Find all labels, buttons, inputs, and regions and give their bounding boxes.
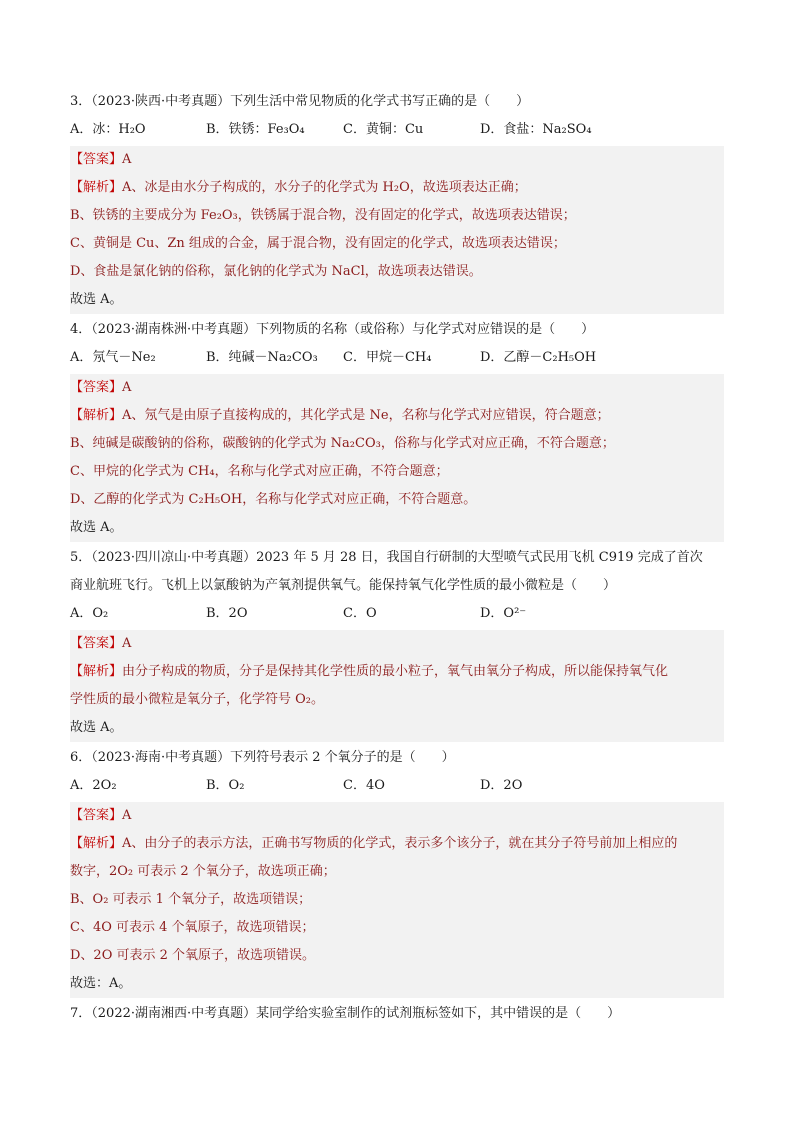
question-5-stem-line-2: 商业航班飞行。飞机上以氯酸钠为产氧剂提供氧气。能保持氧气化学性质的最小微粒是（ ） — [70, 578, 617, 593]
q4-option-c: C．甲烷－CH₄ — [343, 350, 432, 365]
answer-tag: 【答案】 — [70, 808, 123, 823]
q4-option-d: D．乙醇－C₂H₅OH — [480, 350, 597, 365]
analysis-tag: 【解析】 — [70, 664, 123, 679]
analysis-line: C、4O 可表示 4 个氧原子，故选项错误； — [70, 920, 315, 935]
analysis-line: A、氖气是由原子直接构成的，其化学式是 Ne，名称与化学式对应错误，符合题意； — [122, 408, 610, 423]
conclusion: 故选 A。 — [70, 520, 123, 535]
q5-option-d: D．O²⁻ — [480, 606, 527, 621]
analysis-line: 由分子构成的物质，分子是保持其化学性质的最小粒子，氧气由氧分子构成，所以能保持氧气化 — [122, 664, 669, 679]
question-6-answer-block — [70, 802, 724, 998]
q3-option-a: A．冰：H₂O — [70, 122, 146, 137]
analysis-tag: 【解析】 — [70, 836, 123, 851]
q5-option-c: C．O — [343, 606, 377, 621]
analysis-line: D、2O 可表示 2 个氧原子，故选项错误。 — [70, 948, 316, 963]
question-3-answer-block — [70, 146, 724, 314]
q6-option-c: C．4O — [343, 778, 385, 793]
question-4-options — [70, 344, 724, 372]
q6-option-b: B．O₂ — [206, 778, 245, 793]
answer-value: A — [122, 380, 132, 395]
q3-option-c: C．黄铜：Cu — [343, 122, 424, 137]
analysis-line: A、冰是由水分子构成的，水分子的化学式为 H₂O，故选项表达正确； — [122, 180, 527, 195]
analysis-line: C、甲烷的化学式为 CH₄，名称与化学式对应正确，不符合题意； — [70, 464, 449, 479]
question-4-answer-block — [70, 374, 724, 542]
q3-option-b: B．铁锈：Fe₃O₄ — [206, 122, 305, 137]
analysis-line: D、食盐是氯化钠的俗称，氯化钠的化学式为 NaCl，故选项表达错误。 — [70, 264, 482, 279]
q4-option-b: B．纯碱－Na₂CO₃ — [206, 350, 318, 365]
question-5-stem-line-1: 5．（2023·四川凉山·中考真题）2023 年 5 月 28 日，我国自行研制的大型喷气式民用飞机 C919 完成了首次 — [70, 550, 703, 565]
question-3-options — [70, 116, 724, 144]
question-7-stem: 7．（2022·湖南湘西·中考真题）某同学给实验室制作的试剂瓶标签如下，其中错误的是（ ） — [70, 1006, 621, 1021]
analysis-line: B、O₂ 可表示 1 个氧分子，故选项错误； — [70, 892, 312, 907]
question-6-stem: 6．（2023·海南·中考真题）下列符号表示 2 个氧分子的是（ ） — [70, 750, 455, 765]
question-5-options — [70, 600, 724, 628]
q6-option-a: A．2O₂ — [70, 778, 117, 793]
analysis-line: C、黄铜是 Cu、Zn 组成的合金，属于混合物，没有固定的化学式，故选项表达错误； — [70, 236, 566, 251]
answer-tag: 【答案】 — [70, 380, 123, 395]
answer-value: A — [122, 636, 132, 651]
analysis-line: A、由分子的表示方法，正确书写物质的化学式，表示多个该分子，就在其分子符号前加上相应的 — [122, 836, 678, 851]
q4-option-a: A．氖气－Ne₂ — [70, 350, 156, 365]
conclusion: 故选：A。 — [70, 976, 132, 991]
analysis-line: D、乙醇的化学式为 C₂H₅OH，名称与化学式对应正确，不符合题意。 — [70, 492, 477, 507]
analysis-tag: 【解析】 — [70, 180, 123, 195]
question-6-options — [70, 772, 724, 800]
q3-option-d: D．食盐：Na₂SO₄ — [480, 122, 592, 137]
question-4-stem: 4．（2023·湖南株洲·中考真题）下列物质的名称（或俗称）与化学式对应错误的是（ ） — [70, 322, 595, 337]
analysis-line: B、纯碱是碳酸钠的俗称，碳酸钠的化学式为 Na₂CO₃，俗称与化学式对应正确，不符合题意； — [70, 436, 615, 451]
analysis-line: 数字，2O₂ 可表示 2 个氧分子，故选项正确； — [70, 864, 336, 879]
analysis-line: 学性质的最小微粒是氧分子，化学符号 O₂。 — [70, 692, 325, 707]
q5-option-b: B．2O — [206, 606, 248, 621]
question-5-answer-block — [70, 630, 724, 742]
analysis-tag: 【解析】 — [70, 408, 123, 423]
answer-value: A — [122, 808, 132, 823]
answer-tag: 【答案】 — [70, 152, 123, 167]
q5-option-a: A．O₂ — [70, 606, 109, 621]
answer-value: A — [122, 152, 132, 167]
question-3-stem: 3．（2023·陕西·中考真题）下列生活中常见物质的化学式书写正确的是（ ） — [70, 94, 530, 109]
conclusion: 故选 A。 — [70, 292, 123, 307]
q6-option-d: D．2O — [480, 778, 523, 793]
analysis-line: B、铁锈的主要成分为 Fe₂O₃，铁锈属于混合物，没有固定的化学式，故选项表达错误； — [70, 208, 576, 223]
answer-tag: 【答案】 — [70, 636, 123, 651]
document-page — [70, 88, 724, 1028]
conclusion: 故选 A。 — [70, 720, 123, 735]
